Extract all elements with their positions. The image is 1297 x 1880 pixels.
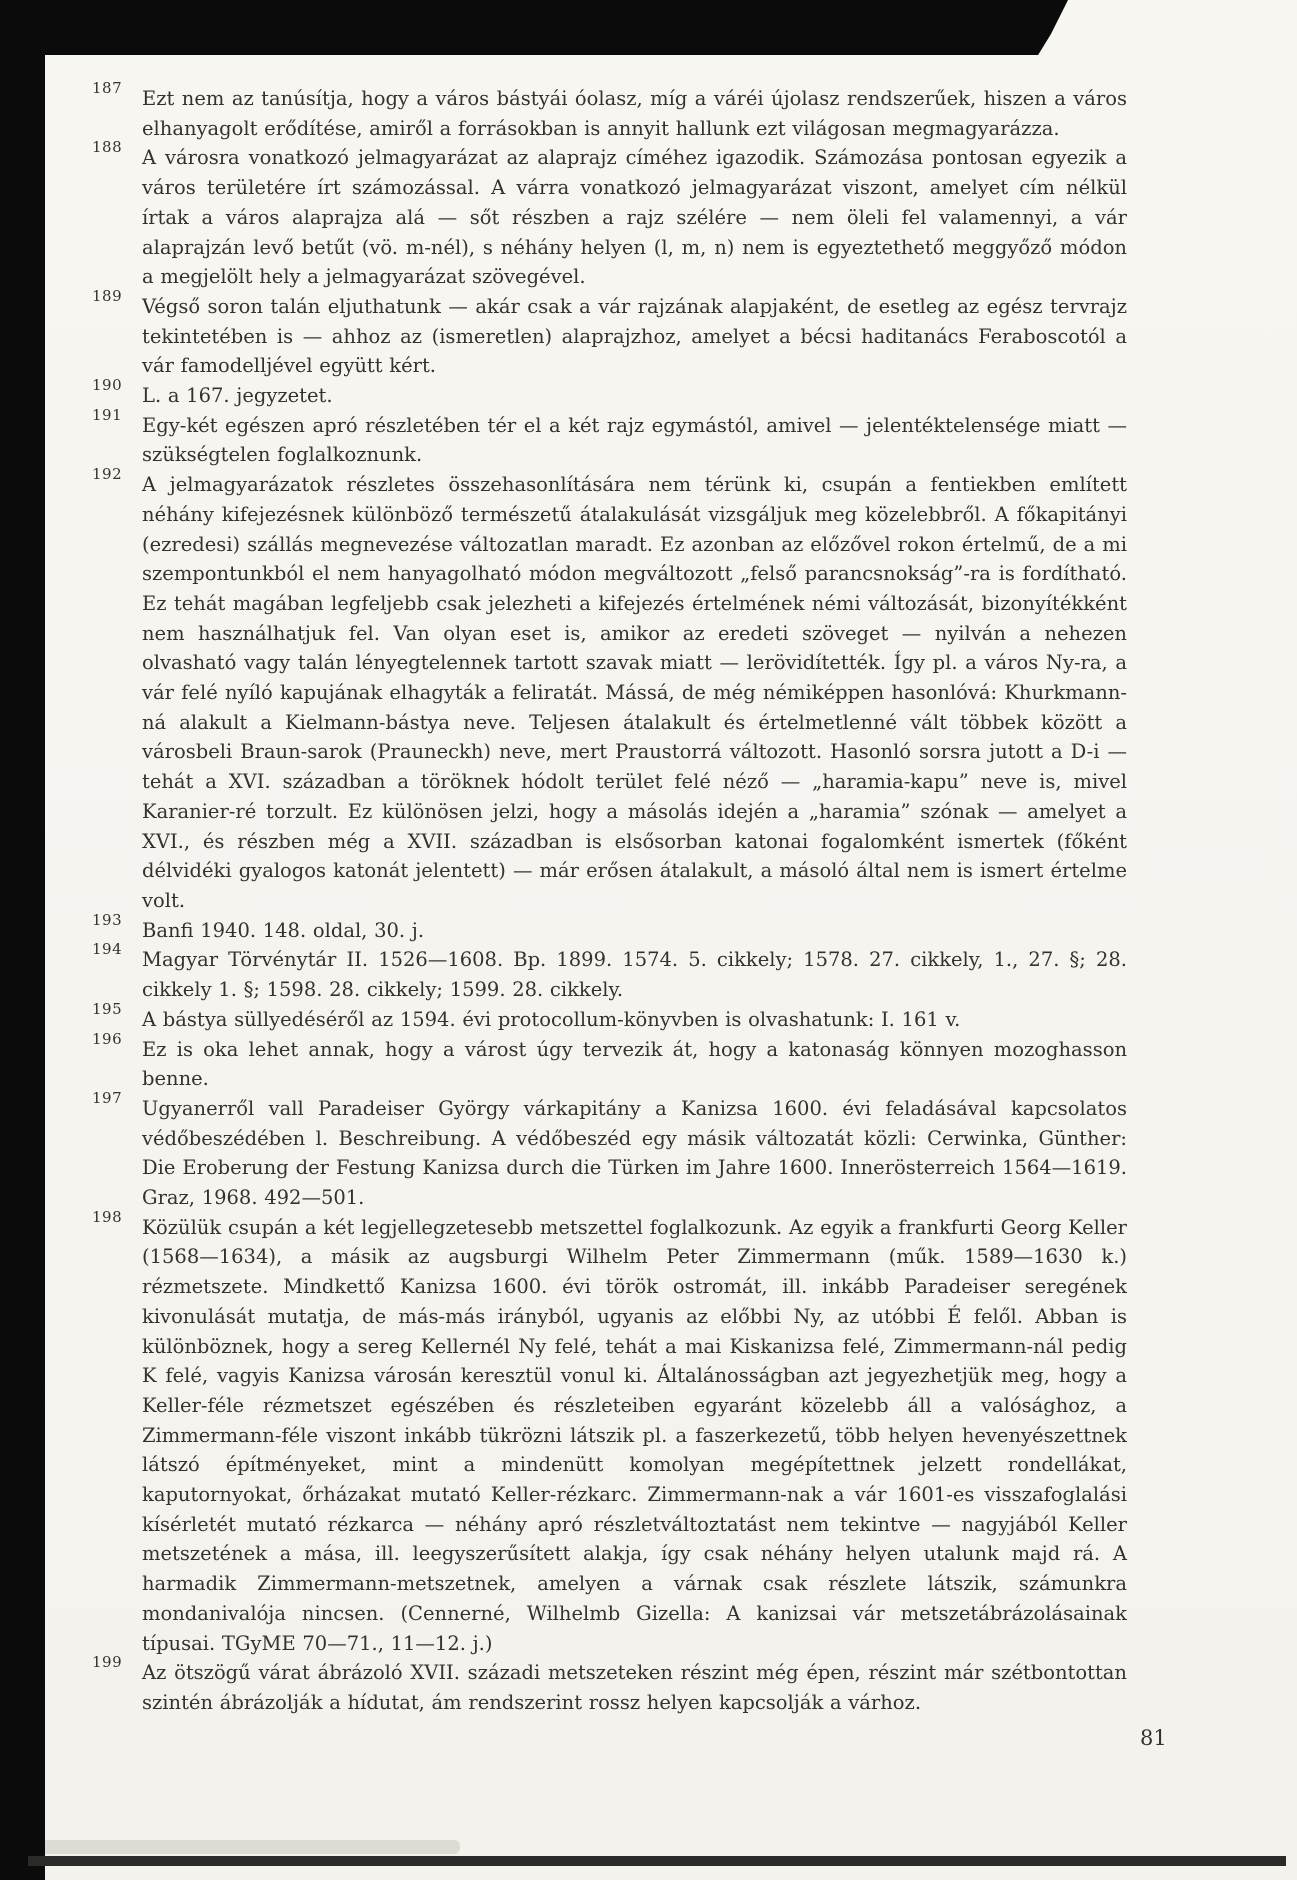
footnote-item — [92, 1029, 1127, 1094]
footnote-number: 199 — [92, 1653, 123, 1672]
footnote-item — [92, 138, 1127, 292]
footnote-number: 198 — [92, 1207, 123, 1226]
footnote-text: Ez is oka lehet annak, hogy a várost úgy tervezik át, hogy a katonaság könnyen mozoghasson benne. — [142, 1037, 1127, 1091]
footnote-text: Magyar Törvénytár II. 1526—1608. Bp. 1899. 1574. 5. cikkely; 1578. 27. cikkely, 1., 27. §; 28. cikkely 1. §; 1598. 28. cikkely; 1599. 28. cikkely. — [142, 948, 1127, 1002]
footnote-number: 197 — [92, 1088, 123, 1107]
footnote-item — [92, 286, 1127, 381]
footnote-item — [92, 405, 1127, 470]
footnote-item — [92, 1088, 1127, 1213]
footnote-item — [92, 910, 1127, 946]
footnote-text: Az ötszögű várat ábrázoló XVII. századi metszeteken részint még épen, részint már szétbontottan szintén ábrázolják a hídutat, ám rendszerint rossz helyen kapcsolják a várhoz. — [142, 1661, 1127, 1714]
scan-smudge — [40, 1840, 460, 1854]
footnote-text: Végső soron talán eljuthatunk — akár csak a vár rajzának alapjaként, de esetleg az egész tervrajz tekintetében is — ahhoz az (ismeretlen) alaprajzhoz, amelyet a bécsi haditanács Feraboscotól a vár famodelljével együtt kért. — [142, 294, 1127, 378]
footnote-number: 191 — [92, 405, 123, 424]
footnote-number: 189 — [92, 286, 123, 305]
scan-edge-left — [0, 0, 45, 1880]
footnote-number: 196 — [92, 1029, 123, 1048]
footnote-item — [92, 376, 1127, 411]
footnotes-list — [92, 79, 1127, 1718]
scan-edge-top — [0, 0, 1068, 55]
footnote-text: A jelmagyarázatok részletes összehasonlítására nem térünk ki, csupán a fentiekben említett néhány kifejezésnek különböző természetű átalakulását vizsgáljuk meg közelebbről. A főkapitányi (ezredesi) szállás megnevezése változatlan maradt. Ez azonban az előzővel rokon értelmű, de a mi szempontunkból el nem hanyagolható módon megváltozott „felső parancsnokság”-ra is fordítható. Ez tehát magában legfeljebb csak jelezheti a kifejezés értelmének némi változását, bizonyítékként nem használhatjuk fel. Van olyan eset is, amikor az eredeti szöveget — nyilván a nehezen olvasható vagy talán lényegtelennek tartott szavak miatt — lerövidítették. Így pl. a város Ny-ra, a vár felé nyíló kapujának elhagyták a feliratát. Mássá, de még némiképpen hasonlóvá: Khurkmann-ná alakult a Kielmann-bástya neve. Teljesen átalakult és értelmetlenné vált többek között a városbeli Braun-sarok (Prauneckh) neve, mert Praustorrá változott. Hasonló sorsra jutott a D-i — tehát a XVI. században a töröknek hódolt terület felé néző — „haramia-kapu” neve is, mivel Karanier-ré torzult. Ez különösen jelzi, hogy a másolás idején a „haramia” szónak — amelyet a XVI., és részben még a XVII. században is elsősorban katonai fogalomként ismertek (főként délvidéki gyalogos katonát jelentett) — már erősen átalakult, a másoló által nem is ismert értelme volt. — [142, 473, 1127, 912]
footnote-item — [92, 465, 1127, 916]
footnote-item — [92, 1653, 1127, 1717]
footnote-number: 188 — [92, 138, 123, 157]
footnote-number: 194 — [92, 940, 123, 959]
footnote-text: Egy-két egészen apró részletében tér el a két rajz egymástól, amivel — jelentéktelensége miatt — szükségtelen foglalkoznunk. — [142, 413, 1127, 467]
footnote-item — [92, 940, 1127, 1004]
footnote-text: Ugyanerről vall Paradeiser György várkapitány a Kanizsa 1600. évi feladásával kapcsolatos védőbeszédében l. Beschreibung. A védőbeszéd egy másik változatát közli: Cerwinka, Günther: Die Eroberung der Festung Kanizsa durch die Türken im Jahre 1600. Innerösterreich 1564—1619. Graz, 1968. 492—501. — [142, 1096, 1127, 1210]
footnote-text: Banfi 1940. 148. oldal, 30. j. — [142, 918, 425, 942]
footnote-item — [92, 999, 1127, 1035]
footnote-item — [92, 79, 1127, 143]
footnote-item — [92, 1207, 1127, 1659]
footnote-number: 193 — [92, 910, 123, 929]
footnote-text: Közülük csupán a két legjellegzetesebb metszettel foglalkozunk. Az egyik a frankfurti Georg Keller (1568—1634), a másik az augsburgi Wilhelm Peter Zimmermann (műk. 1589—1630 k.) rézmetszete. Mindkettő Kanizsa 1600. évi török ostromát, ill. inkább Paradeiser seregének kivonulását mutatja, de más-más irányból, ugyanis az előbbi Ny, az utóbbi É felől. Abban is különböznek, hogy a sereg Kellernél Ny felé, tehát a mai Kiskanizsa felé, Zimmermann-nál pedig K felé, vagyis Kanizsa városán keresztül vonul ki. Általánosságban azt jegyezhetjük meg, hogy a Keller-féle rézmetszet egészében és részleteiben egyaránt közelebb áll a valósághoz, a Zimmermann-féle viszont inkább tükrözni látszik pl. a faszerkezetű, több helyen hevenyészettnek látszó építményeket, mint a mindenütt komolyan megépítettnek jelzett rondellákat, kaputornyokat, őrházakat mutató Keller-rézkarc. Zimmermann-nak a vár 1601-es visszafoglalási kísérletét mutató rézkarca — néhány apró részletváltoztatást nem tekintve — nagyjából Keller metszetének a mása, ill. leegyszerűsített alakja, így csak néhány helyen utalunk majd rá. A harmadik Zimmermann-metszetnek, amelyen a várnak csak részlete látszik, számunkra mondanivalója nincsen. (Cennerné, Wilhelmb Gizella: A kanizsai vár metszetábrázolásainak típusai. TGyME 70—71., 11—12. j.) — [142, 1215, 1127, 1655]
footnote-number: 195 — [92, 999, 123, 1018]
footnote-text: A bástya süllyedéséről az 1594. évi protocollum-könyvben is olvashatunk: I. 161 v. — [142, 1007, 961, 1031]
scan-edge-bottom — [28, 1856, 1286, 1866]
footnote-text: Ezt nem az tanúsítja, hogy a város bástyái óolasz, míg a váréi újolasz rendszerűek, hiszen a város elhanyagolt erődítése, amiről a forrásokban is annyit hallunk ezt világosan megmagyarázza. — [142, 87, 1127, 140]
footnote-number: 190 — [92, 376, 123, 395]
footnote-number: 187 — [92, 79, 123, 97]
footnote-text: L. a 167. jegyzetet. — [142, 384, 333, 408]
footnote-number: 192 — [92, 465, 123, 484]
footnote-text: A városra vonatkozó jelmagyarázat az alaprajz címéhez igazodik. Számozása pontosan egyezik a város területére írt számozással. A várra vonatkozó jelmagyarázat viszont, amelyet cím nélkül írtak a város alaprajza alá — sőt részben a rajz szélére — nem öleli fel valamennyi, a vár alaprajzán levő betűt (vö. m-nél), s néhány helyen (l, m, n) nem is egyeztethető meggyőző módon a megjelölt hely a jelmagyarázat szövegével. — [142, 146, 1127, 289]
page-number: 81 — [1140, 1726, 1167, 1750]
